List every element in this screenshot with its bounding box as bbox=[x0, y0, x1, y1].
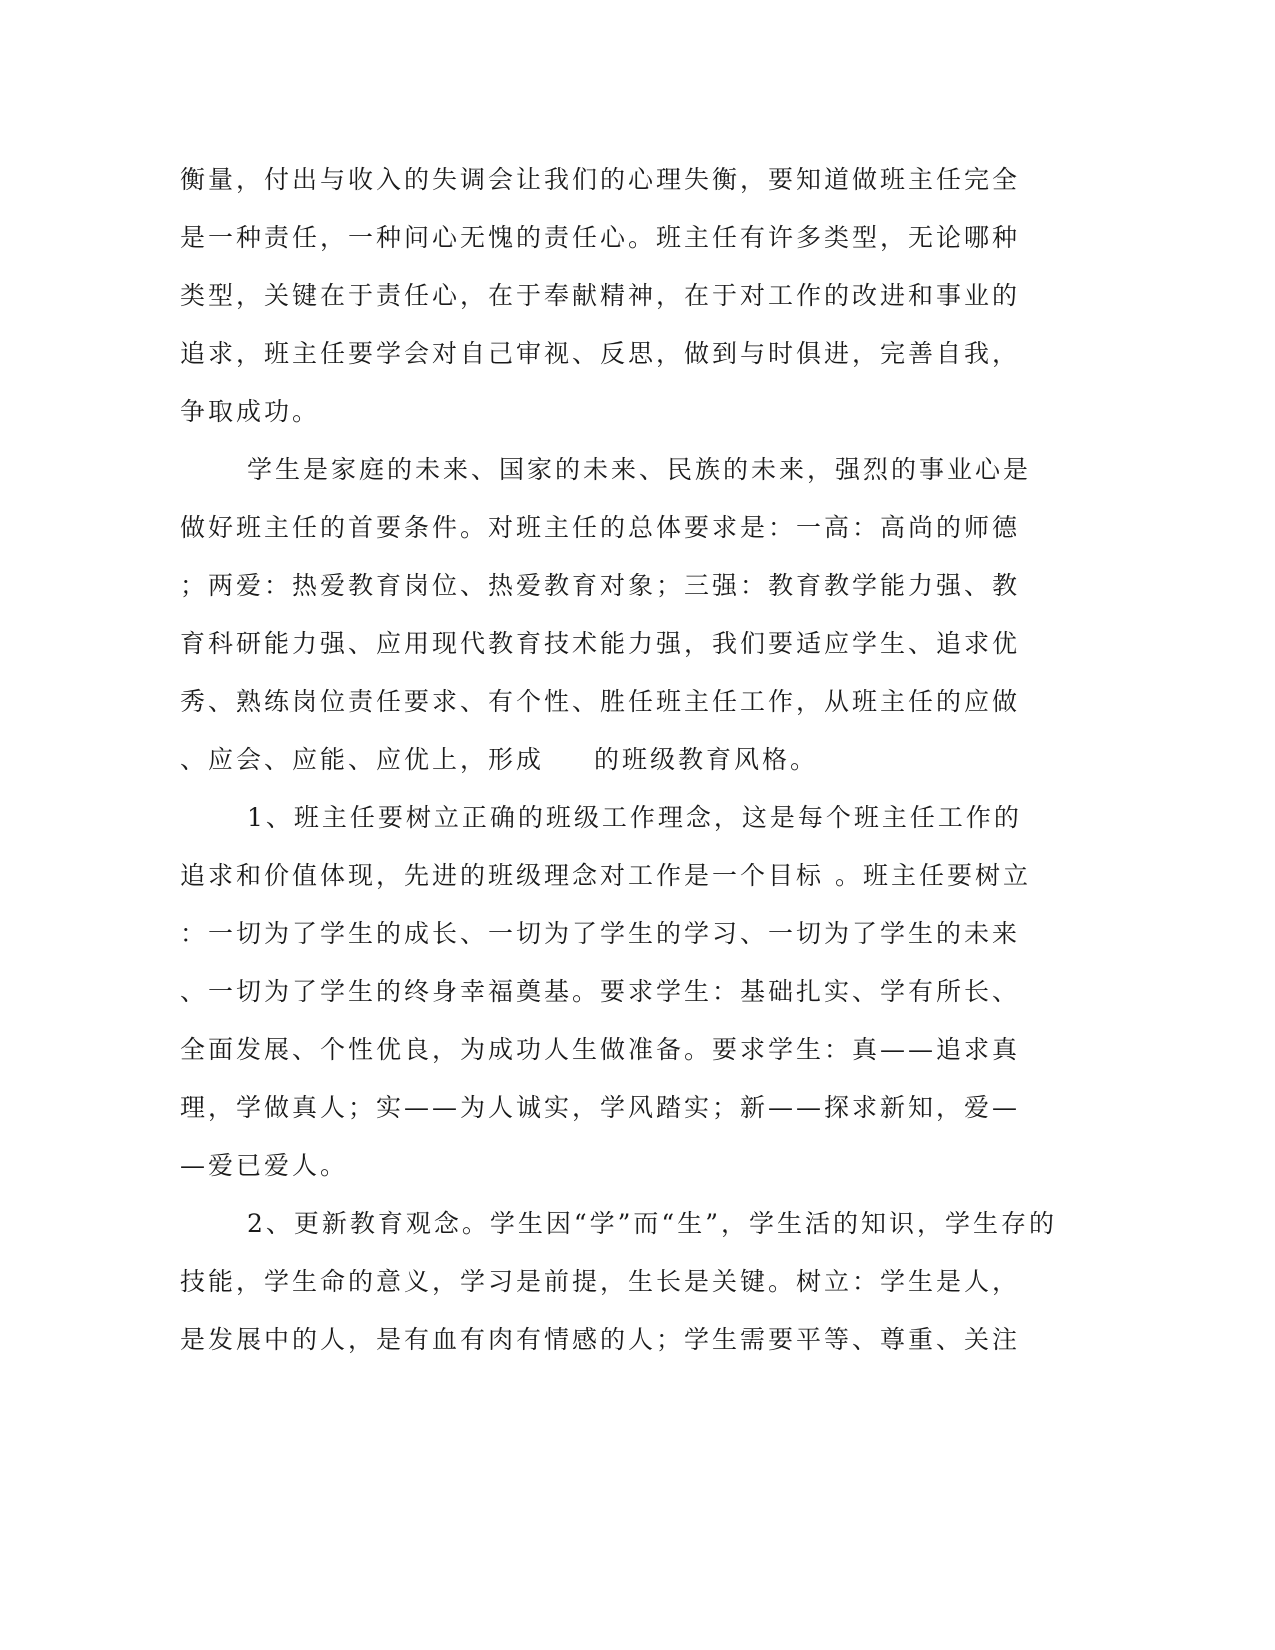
text-line: 秀、熟练岗位责任要求、有个性、胜任班主任工作，从班主任的应做 bbox=[180, 687, 1021, 716]
text-line: 技能，学生命的意义，学习是前提，生长是关键。树立：学生是人， bbox=[180, 1267, 1021, 1296]
text-line: 追求和价值体现，先进的班级理念对工作是一个目标 。班主任要树立 bbox=[180, 861, 1031, 890]
text-line-with-gap bbox=[180, 738, 1060, 796]
text-line: ；两爱：热爱教育岗位、热爱教育对象；三强：教育教学能力强、教 bbox=[180, 571, 1021, 600]
text-line: 育科研能力强、应用现代教育技术能力强，我们要适应学生、追求优 bbox=[180, 629, 1021, 658]
text-line: 是发展中的人，是有血有肉有情感的人；学生需要平等、尊重、关注 bbox=[180, 1325, 1021, 1354]
text-line: 全面发展、个性优良，为成功人生做准备。要求学生：真——追求真 bbox=[180, 1035, 1021, 1064]
text-line: 、一切为了学生的终身幸福奠基。要求学生：基础扎实、学有所长、 bbox=[180, 977, 1021, 1006]
body-text bbox=[180, 158, 1060, 1376]
text-fragment: 的班级教育风格。 bbox=[594, 745, 819, 774]
text-line: 是一种责任，一种问心无愧的责任心。班主任有许多类型，无论哪种 bbox=[180, 223, 1021, 252]
text-line: 追求，班主任要学会对自己审视、反思，做到与时俱进，完善自我， bbox=[180, 339, 1021, 368]
text-line: 做好班主任的首要条件。对班主任的总体要求是：一高：高尚的师德 bbox=[180, 513, 1021, 542]
text-line: ：一切为了学生的成长、一切为了学生的学习、一切为了学生的未来 bbox=[180, 919, 1021, 948]
text-fragment: 、应会、应能、应优上，形成 bbox=[180, 745, 545, 774]
paragraph-start-line: 学生是家庭的未来、国家的未来、民族的未来，强烈的事业心是 bbox=[180, 455, 1031, 484]
text-line: —爱已爱人。 bbox=[180, 1151, 349, 1180]
paragraph-start-line: 2、更新教育观念。学生因“学”而“生”，学生活的知识，学生存的 bbox=[180, 1209, 1057, 1238]
text-line: 类型，关键在于责任心，在于奉献精神，在于对工作的改进和事业的 bbox=[180, 281, 1021, 310]
text-line: 衡量，付出与收入的失调会让我们的心理失衡，要知道做班主任完全 bbox=[180, 165, 1021, 194]
text-line: 争取成功。 bbox=[180, 397, 321, 426]
paragraph-start-line: 1、班主任要树立正确的班级工作理念，这是每个班主任工作的 bbox=[180, 803, 1022, 832]
text-line: 理，学做真人；实——为人诚实，学风踏实；新——探求新知，爱— bbox=[180, 1093, 1021, 1122]
